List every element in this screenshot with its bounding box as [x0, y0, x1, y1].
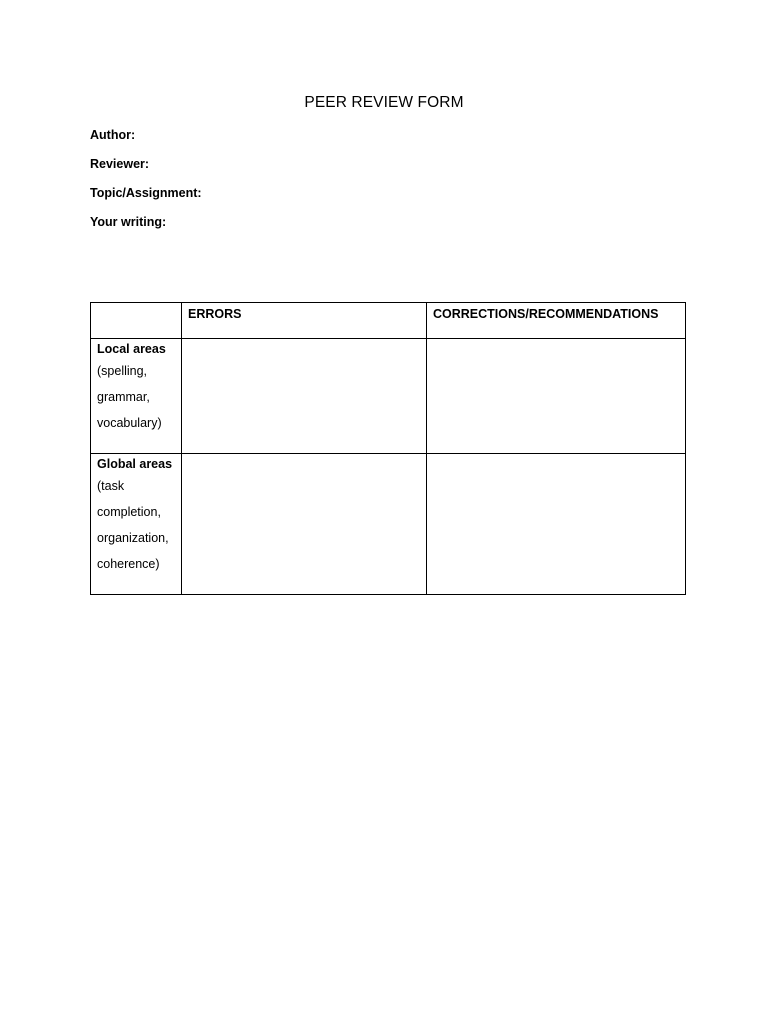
- blank-header-cell: [91, 303, 182, 339]
- local-areas-desc-line: vocabulary): [97, 416, 162, 430]
- local-areas-desc-line: (spelling,: [97, 364, 148, 378]
- global-areas-desc-line: organization,: [97, 531, 169, 545]
- global-areas-desc-line: (task: [97, 479, 125, 493]
- topic-assignment-label: Topic/Assignment:: [90, 186, 202, 200]
- global-areas-title: Global areas: [97, 457, 173, 471]
- global-areas-label-cell: [91, 454, 182, 595]
- form-title: PEER REVIEW FORM: [304, 94, 464, 111]
- errors-header: [182, 303, 427, 339]
- local-areas-desc-line: grammar,: [97, 390, 150, 404]
- table-row-local-areas: [91, 339, 686, 454]
- errors-header-label: ERRORS: [188, 307, 242, 321]
- your-writing-label: Your writing:: [90, 215, 167, 229]
- author-label: Author:: [90, 128, 136, 142]
- local-areas-errors-cell[interactable]: [182, 339, 427, 454]
- peer-review-table: [90, 302, 686, 595]
- corrections-header-label: CORRECTIONS/RECOMMENDATIONS: [433, 307, 659, 321]
- corrections-header: [427, 303, 686, 339]
- reviewer-label: Reviewer:: [90, 157, 150, 171]
- table-header-row: [91, 303, 686, 339]
- global-areas-desc-line: coherence): [97, 557, 160, 571]
- global-areas-desc-line: completion,: [97, 505, 161, 519]
- table-row-global-areas: [91, 454, 686, 595]
- local-areas-label-cell: [91, 339, 182, 454]
- local-areas-corrections-cell[interactable]: [427, 339, 686, 454]
- local-areas-title: Local areas: [97, 342, 166, 356]
- global-areas-corrections-cell[interactable]: [427, 454, 686, 595]
- global-areas-errors-cell[interactable]: [182, 454, 427, 595]
